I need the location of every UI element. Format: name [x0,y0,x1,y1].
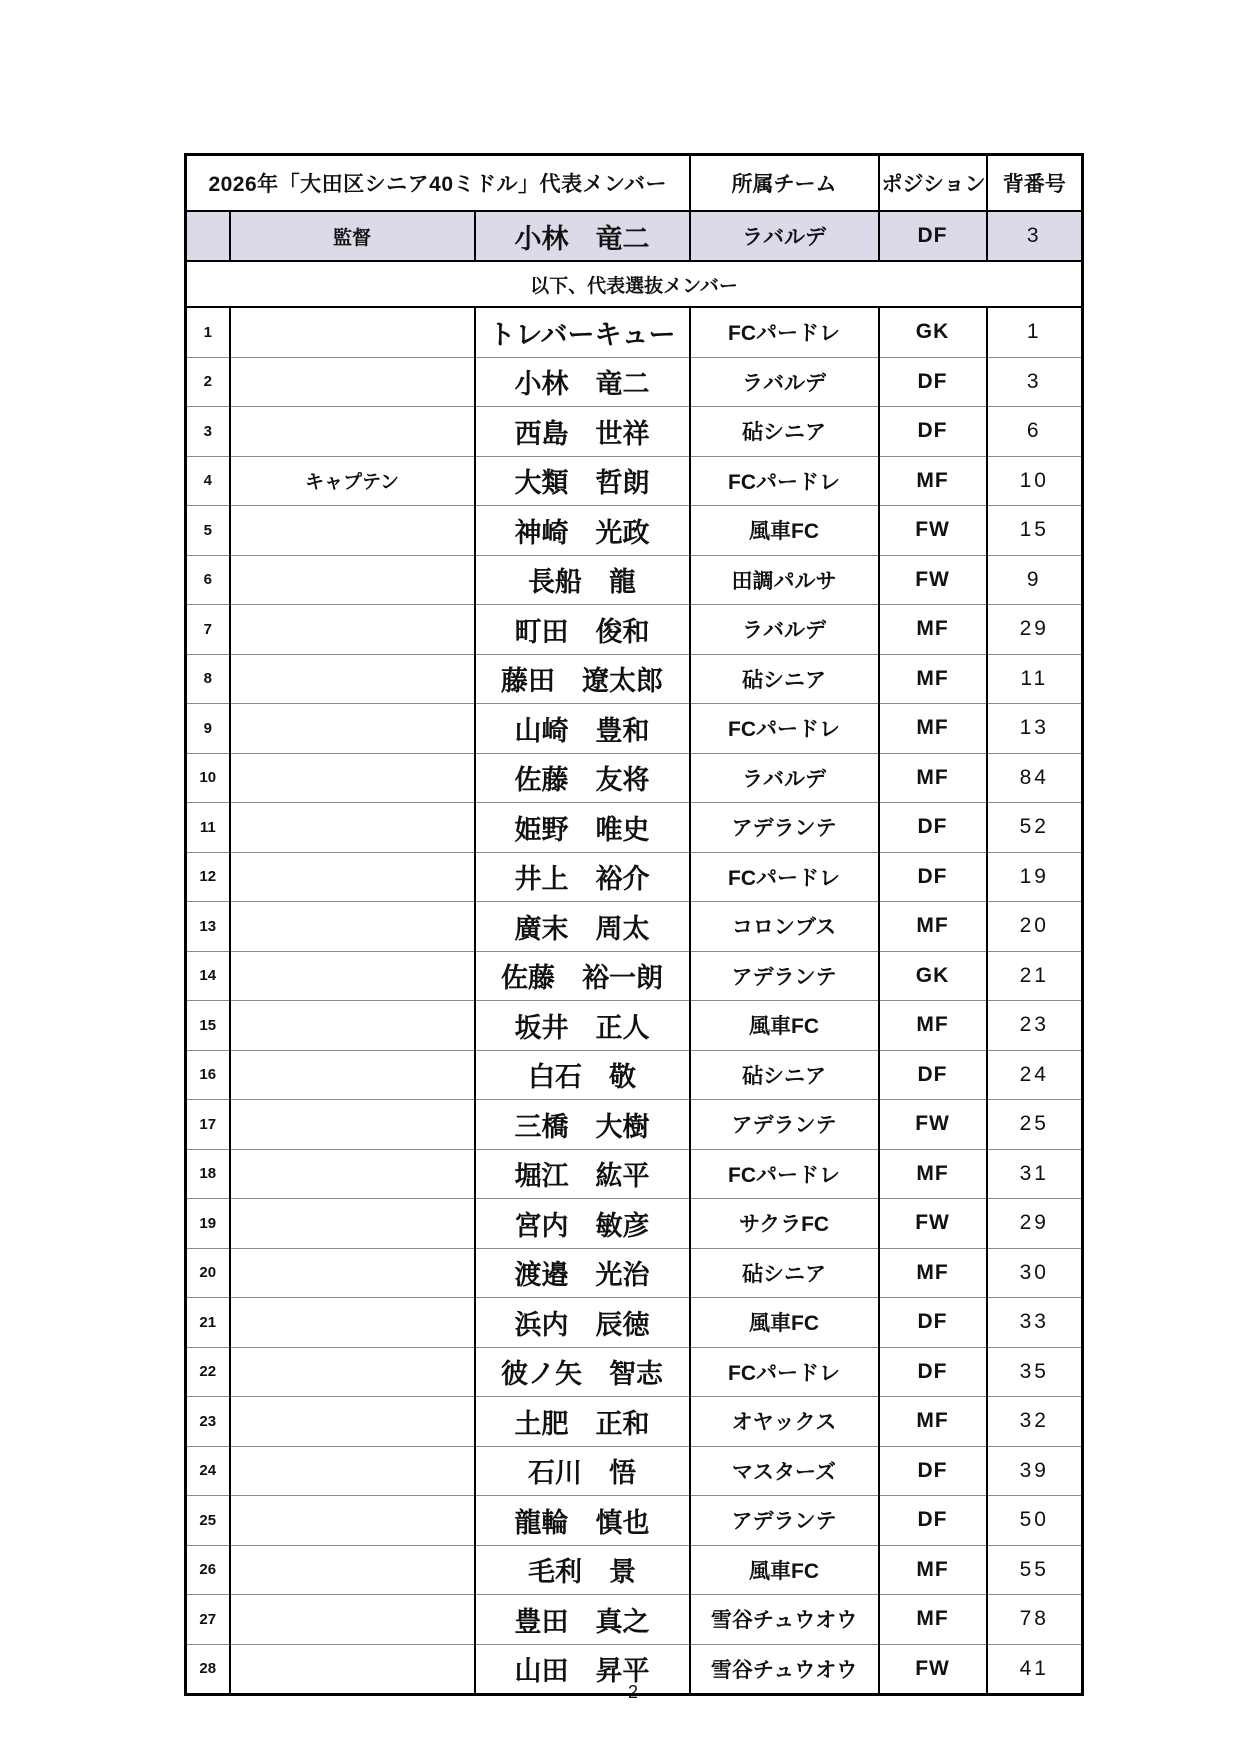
table-row [186,654,1083,704]
manager-no-cell [186,211,230,261]
table-row [186,852,1083,902]
player-position: MF [879,1149,987,1199]
table-row [186,704,1083,754]
player-position: MF [879,704,987,754]
roster-table [184,153,1084,1696]
player-position: FW [879,1199,987,1249]
player-position: FW [879,506,987,556]
player-no: 16 [186,1050,230,1100]
player-no: 9 [186,704,230,754]
player-no: 10 [186,753,230,803]
player-position: GK [879,307,987,357]
player-jersey: 6 [987,407,1083,457]
player-no: 7 [186,605,230,655]
player-role [230,506,475,556]
player-no: 19 [186,1199,230,1249]
player-no: 11 [186,803,230,853]
player-role [230,357,475,407]
player-jersey: 19 [987,852,1083,902]
player-team: 砧シニア [690,654,879,704]
player-role [230,1050,475,1100]
manager-position: DF [879,211,987,261]
table-row [186,456,1083,506]
player-role [230,407,475,457]
player-no: 21 [186,1298,230,1348]
player-role [230,1545,475,1595]
player-jersey: 32 [987,1397,1083,1447]
player-role [230,753,475,803]
player-role [230,1149,475,1199]
player-jersey: 13 [987,704,1083,754]
player-role [230,902,475,952]
player-role [230,1298,475,1348]
player-name: 佐藤 友将 [475,753,690,803]
player-team: 砧シニア [690,1248,879,1298]
player-no: 26 [186,1545,230,1595]
player-team: FCパードレ [690,852,879,902]
player-team: 砧シニア [690,1050,879,1100]
player-name: 藤田 遼太郎 [475,654,690,704]
subheader-label: 以下、代表選抜メンバー [186,261,1083,307]
player-position: DF [879,1298,987,1348]
player-rows [186,307,1083,1695]
player-team: 風車FC [690,506,879,556]
player-team: FCパードレ [690,1149,879,1199]
player-name: 渡邉 光治 [475,1248,690,1298]
player-role [230,1100,475,1150]
player-no: 17 [186,1100,230,1150]
table-row [186,357,1083,407]
player-position: DF [879,1446,987,1496]
player-no: 14 [186,951,230,1001]
player-no: 28 [199,1660,217,1678]
player-jersey: 29 [987,1199,1083,1249]
table-row [186,1397,1083,1447]
player-jersey: 20 [987,902,1083,952]
player-role [230,1595,475,1645]
player-position: MF [879,654,987,704]
player-team: 砧シニア [690,407,879,457]
player-team: サクラFC [690,1199,879,1249]
player-jersey: 41 [987,1644,1083,1695]
player-no: 24 [186,1446,230,1496]
table-row [186,951,1083,1001]
player-name: 白石 敬 [475,1050,690,1100]
player-no: 27 [186,1595,230,1645]
header-position: ポジション [879,155,987,212]
player-name: 井上 裕介 [475,852,690,902]
table-row [186,1347,1083,1397]
player-jersey: 10 [987,456,1083,506]
table-row [186,753,1083,803]
player-name: トレバーキュー [475,307,690,357]
player-name: 長船 龍 [475,555,690,605]
player-name: 山崎 豊和 [475,704,690,754]
player-name: 土肥 正和 [475,1397,690,1447]
player-jersey: 50 [987,1496,1083,1546]
player-no: 20 [186,1248,230,1298]
player-team: オヤックス [690,1397,879,1447]
player-name: 石川 悟 [475,1446,690,1496]
player-name: 毛利 景 [475,1545,690,1595]
player-name: 山田 昇平 [475,1644,690,1695]
player-position: MF [879,1397,987,1447]
player-no: 22 [186,1347,230,1397]
player-name: 龍輪 慎也 [475,1496,690,1546]
player-team: アデランテ [690,1100,879,1150]
player-role [230,307,475,357]
player-position: MF [879,753,987,803]
player-no: 3 [186,407,230,457]
player-name: 三橋 大樹 [475,1100,690,1150]
player-jersey: 24 [987,1050,1083,1100]
player-name: 町田 俊和 [475,605,690,655]
player-name: 坂井 正人 [475,1001,690,1051]
player-name: 西島 世祥 [475,407,690,457]
player-team: アデランテ [690,951,879,1001]
player-team: アデランテ [690,803,879,853]
player-role [230,803,475,853]
player-no: 6 [186,555,230,605]
player-team: ラバルデ [690,753,879,803]
manager-label: 監督 [230,211,475,261]
player-position: GK [879,951,987,1001]
player-jersey: 23 [987,1001,1083,1051]
table-row [186,605,1083,655]
player-position: DF [879,803,987,853]
player-role [230,852,475,902]
player-team: 風車FC [690,1298,879,1348]
player-role [230,1446,475,1496]
player-no: 18 [186,1149,230,1199]
player-position: DF [879,407,987,457]
player-no: 12 [186,852,230,902]
header-jersey: 背番号 [987,155,1083,212]
player-name: 廣末 周太 [475,902,690,952]
player-name: 豊田 真之 [475,1595,690,1645]
player-position: FW [879,555,987,605]
player-role [230,654,475,704]
player-jersey: 39 [987,1446,1083,1496]
table-row [186,307,1083,357]
player-team: 田調パルサ [690,555,879,605]
player-team: アデランテ [690,1496,879,1546]
table-row [186,506,1083,556]
player-jersey: 11 [987,654,1083,704]
player-jersey: 3 [987,357,1083,407]
player-role [230,704,475,754]
header-row [186,155,1083,212]
player-no: 15 [186,1001,230,1051]
player-jersey: 25 [987,1100,1083,1150]
player-jersey: 31 [987,1149,1083,1199]
player-position: DF [879,1050,987,1100]
player-position: MF [879,605,987,655]
player-team: 風車FC [690,1545,879,1595]
player-name: 浜内 辰徳 [475,1298,690,1348]
table-row [186,902,1083,952]
player-position: MF [879,1248,987,1298]
table-row [186,1496,1083,1546]
player-role [230,605,475,655]
player-role [230,951,475,1001]
player-position: DF [879,1347,987,1397]
player-no: 4 [186,456,230,506]
player-name: 宮内 敏彦 [475,1199,690,1249]
player-name: 神崎 光政 [475,506,690,556]
player-team: FCパードレ [690,1347,879,1397]
player-team: コロンブス [690,902,879,952]
table-title: 2026年「大田区シニア40ミドル」代表メンバー [186,155,690,212]
table-row [186,1545,1083,1595]
player-position: MF [879,1595,987,1645]
player-team: 風車FC [690,1001,879,1051]
player-role [230,1496,475,1546]
table-row [186,1001,1083,1051]
manager-row [186,211,1083,261]
player-position: MF [879,1001,987,1051]
player-role [230,1397,475,1447]
player-team: ラバルデ [690,605,879,655]
table-row [186,1100,1083,1150]
player-jersey: 15 [987,506,1083,556]
player-name: 佐藤 裕一朗 [475,951,690,1001]
table-row [186,1199,1083,1249]
player-no: 8 [186,654,230,704]
player-no: 23 [186,1397,230,1447]
player-no: 25 [186,1496,230,1546]
player-name: 堀江 紘平 [475,1149,690,1199]
table-row [186,407,1083,457]
table-row [186,1595,1083,1645]
player-role: キャプテン [230,456,475,506]
table-row [186,803,1083,853]
player-team: 雪谷チュウオウ [690,1595,879,1645]
player-name: 彼ノ矢 智志 [475,1347,690,1397]
player-jersey: 35 [987,1347,1083,1397]
table-row [186,1446,1083,1496]
player-team: 雪谷チュウオウ [690,1644,879,1695]
header-team: 所属チーム [690,155,879,212]
player-jersey: 9 [987,555,1083,605]
table-row [186,555,1083,605]
player-name: 姫野 唯史 [475,803,690,853]
player-jersey: 21 [987,951,1083,1001]
player-position: MF [879,902,987,952]
player-team: FCパードレ [690,307,879,357]
table-row [186,1248,1083,1298]
manager-team: ラバルデ [690,211,879,261]
player-team: FCパードレ [690,456,879,506]
player-jersey: 1 [987,307,1083,357]
player-jersey: 52 [987,803,1083,853]
player-team: FCパードレ [690,704,879,754]
player-role [230,1248,475,1298]
player-jersey: 29 [987,605,1083,655]
player-jersey: 84 [987,753,1083,803]
player-team: マスターズ [690,1446,879,1496]
table-row [186,1050,1083,1100]
player-position: FW [879,1100,987,1150]
player-name: 大類 哲朗 [475,456,690,506]
player-no: 1 [186,307,230,357]
player-role [230,1347,475,1397]
player-role [230,1001,475,1051]
player-position: MF [879,456,987,506]
player-role [230,555,475,605]
player-jersey: 33 [987,1298,1083,1348]
player-role [230,1199,475,1249]
player-position: DF [879,852,987,902]
subheader-row [186,261,1083,307]
player-no: 5 [186,506,230,556]
player-no: 13 [186,902,230,952]
player-position: MF [879,1545,987,1595]
player-position: DF [879,1496,987,1546]
player-jersey: 30 [987,1248,1083,1298]
player-jersey: 55 [987,1545,1083,1595]
player-jersey: 78 [987,1595,1083,1645]
manager-name: 小林 竜二 [475,211,690,261]
player-name: 小林 竜二 [475,357,690,407]
player-position: FW [879,1644,987,1695]
player-no: 2 [186,357,230,407]
manager-jersey: 3 [987,211,1083,261]
table-row [186,1298,1083,1348]
player-team: ラバルデ [690,357,879,407]
table-row [186,1149,1083,1199]
page-number: 2 [627,1682,638,1702]
player-position: DF [879,357,987,407]
